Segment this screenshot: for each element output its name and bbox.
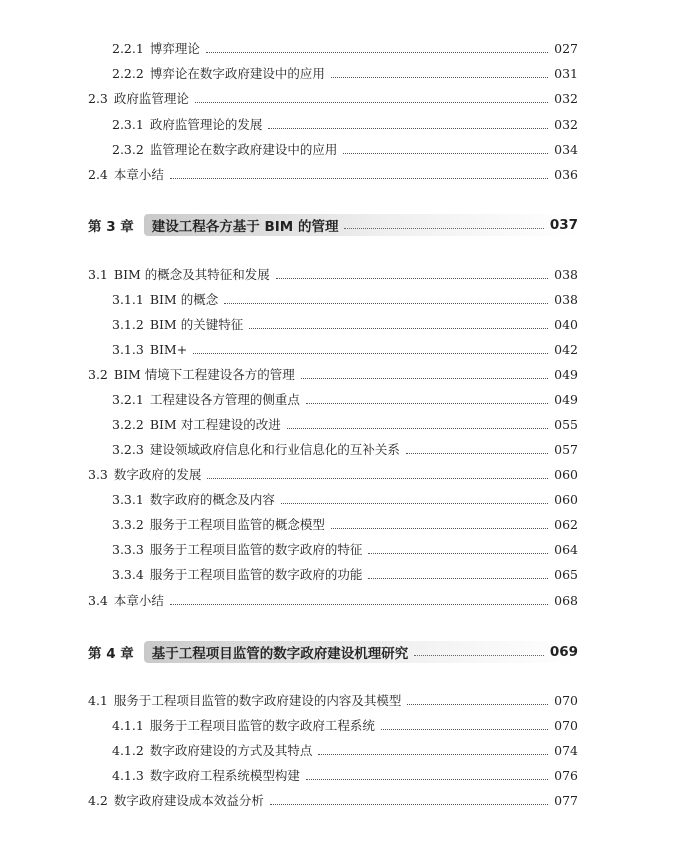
entry-page: 049 bbox=[554, 367, 578, 382]
dot-leader bbox=[276, 278, 548, 279]
entry-page: 076 bbox=[554, 768, 578, 783]
toc-entry-4-2[interactable] bbox=[88, 792, 578, 810]
entry-page: 064 bbox=[554, 542, 578, 557]
entry-number: 3.1.2 bbox=[112, 317, 144, 332]
toc-entry-3-3-2[interactable] bbox=[112, 516, 578, 534]
toc-entry-3-1-3[interactable] bbox=[112, 341, 578, 359]
dot-leader bbox=[331, 528, 548, 529]
dot-leader bbox=[414, 655, 544, 656]
entry-number: 3.2.1 bbox=[112, 392, 144, 407]
dot-leader bbox=[249, 328, 548, 329]
entry-title: 建设领域政府信息化和行业信息化的互补关系 bbox=[149, 442, 400, 457]
dot-leader bbox=[268, 128, 548, 129]
entry-page: 068 bbox=[554, 593, 578, 608]
toc-entry-3-1-1[interactable] bbox=[112, 291, 578, 309]
toc-entry-2-3-1[interactable] bbox=[112, 116, 578, 134]
entry-number: 3.3.4 bbox=[112, 567, 144, 582]
entry-title: BIM+ bbox=[149, 342, 188, 357]
entry-title: 工程建设各方管理的侧重点 bbox=[149, 392, 300, 407]
toc-entry-3-3-4[interactable] bbox=[112, 566, 578, 584]
entry-title: BIM 对工程建设的改进 bbox=[149, 417, 281, 432]
dot-leader bbox=[193, 353, 548, 354]
chapter-number: 第 3 章 bbox=[88, 219, 134, 235]
toc-entry-3-3[interactable] bbox=[88, 466, 578, 484]
entry-page: 065 bbox=[554, 567, 578, 582]
chapter-title: 建设工程各方基于 BIM 的管理 bbox=[151, 219, 339, 235]
toc-entry-3-2[interactable] bbox=[88, 366, 578, 384]
entry-title: 本章小结 bbox=[113, 167, 164, 182]
entry-title: 数字政府建设成本效益分析 bbox=[113, 793, 264, 808]
dot-leader bbox=[287, 428, 548, 429]
dot-leader bbox=[301, 378, 548, 379]
toc-entry-3-2-3[interactable] bbox=[112, 441, 578, 459]
toc-entry-3-2-1[interactable] bbox=[112, 391, 578, 409]
dot-leader bbox=[170, 604, 548, 605]
entry-title: 服务于工程项目监管的数字政府建设的内容及其模型 bbox=[113, 693, 402, 708]
entry-number: 3.3.3 bbox=[112, 542, 144, 557]
entry-page: 070 bbox=[554, 718, 578, 733]
entry-number: 2.3.2 bbox=[112, 142, 144, 157]
toc-entry-2-2-2[interactable] bbox=[112, 65, 578, 83]
entry-page: 077 bbox=[554, 793, 578, 808]
entry-title: 数字政府的发展 bbox=[113, 467, 202, 482]
chapter-title-bar bbox=[144, 214, 578, 236]
toc-entry-3-4[interactable] bbox=[88, 592, 578, 610]
entry-page: 060 bbox=[554, 492, 578, 507]
entry-number: 3.1.3 bbox=[112, 342, 144, 357]
entry-title: 数字政府的概念及内容 bbox=[149, 492, 275, 507]
entry-page: 038 bbox=[554, 267, 578, 282]
entry-number: 3.1.1 bbox=[112, 292, 144, 307]
entry-title: 数字政府工程系统模型构建 bbox=[149, 768, 300, 783]
toc-entry-3-3-1[interactable] bbox=[112, 491, 578, 509]
entry-number: 2.3.1 bbox=[112, 117, 144, 132]
dot-leader bbox=[270, 804, 548, 805]
entry-number: 3.2 bbox=[88, 367, 108, 382]
entry-title: 博弈论在数字政府建设中的应用 bbox=[149, 66, 325, 81]
toc-entry-3-1-2[interactable] bbox=[112, 316, 578, 334]
dot-leader bbox=[306, 403, 548, 404]
entry-page: 036 bbox=[554, 167, 578, 182]
entry-page: 049 bbox=[554, 392, 578, 407]
entry-title: 本章小结 bbox=[113, 593, 164, 608]
entry-title: BIM 的概念及其特征和发展 bbox=[113, 267, 270, 282]
entry-number: 4.1.1 bbox=[112, 718, 144, 733]
entry-number: 3.4 bbox=[88, 593, 108, 608]
entry-title: 数字政府建设的方式及其特点 bbox=[149, 743, 313, 758]
entry-number: 2.3 bbox=[88, 91, 108, 106]
entry-title: 服务于工程项目监管的数字政府的功能 bbox=[149, 567, 363, 582]
dot-leader bbox=[407, 704, 548, 705]
chapter-4-heading[interactable] bbox=[88, 641, 578, 663]
entry-page: 062 bbox=[554, 517, 578, 532]
entry-title: 监管理论在数字政府建设中的应用 bbox=[149, 142, 338, 157]
toc-entry-4-1-1[interactable] bbox=[112, 717, 578, 735]
entry-title: BIM 情境下工程建设各方的管理 bbox=[113, 367, 295, 382]
dot-leader bbox=[406, 453, 548, 454]
entry-title: 博弈理论 bbox=[149, 41, 200, 56]
entry-number: 3.3.1 bbox=[112, 492, 144, 507]
dot-leader bbox=[206, 52, 548, 53]
entry-number: 3.3 bbox=[88, 467, 108, 482]
entry-number: 3.1 bbox=[88, 267, 108, 282]
entry-number: 4.2 bbox=[88, 793, 108, 808]
entry-page: 040 bbox=[554, 317, 578, 332]
entry-number: 2.2.1 bbox=[112, 41, 144, 56]
chapter-page: 037 bbox=[549, 217, 578, 233]
toc-entry-3-3-3[interactable] bbox=[112, 541, 578, 559]
entry-page: 034 bbox=[554, 142, 578, 157]
entry-number: 3.3.2 bbox=[112, 517, 144, 532]
dot-leader bbox=[331, 77, 548, 78]
entry-page: 060 bbox=[554, 467, 578, 482]
dot-leader bbox=[306, 779, 548, 780]
dot-leader bbox=[344, 228, 543, 229]
entry-page: 055 bbox=[554, 417, 578, 432]
entry-page: 027 bbox=[554, 41, 578, 56]
entry-page: 042 bbox=[554, 342, 578, 357]
entry-title: 服务于工程项目监管的数字政府的特征 bbox=[149, 542, 363, 557]
entry-title: 政府监管理论的发展 bbox=[149, 117, 263, 132]
dot-leader bbox=[170, 178, 548, 179]
entry-title: BIM 的关键特征 bbox=[149, 317, 244, 332]
entry-page: 070 bbox=[554, 693, 578, 708]
entry-number: 4.1 bbox=[88, 693, 108, 708]
dot-leader bbox=[207, 478, 548, 479]
entry-page: 057 bbox=[554, 442, 578, 457]
chapter-title: 基于工程项目监管的数字政府建设机理研究 bbox=[151, 646, 409, 662]
toc-entry-4-1-3[interactable] bbox=[112, 767, 578, 785]
entry-title: BIM 的概念 bbox=[149, 292, 219, 307]
entry-title: 服务于工程项目监管的数字政府工程系统 bbox=[149, 718, 375, 733]
toc-entry-4-1-2[interactable] bbox=[112, 742, 578, 760]
toc-entry-2-3[interactable] bbox=[88, 90, 578, 108]
entry-page: 038 bbox=[554, 292, 578, 307]
dot-leader bbox=[281, 503, 548, 504]
dot-leader bbox=[224, 303, 548, 304]
dot-leader bbox=[343, 153, 548, 154]
dot-leader bbox=[368, 553, 548, 554]
toc-entry-4-1[interactable] bbox=[88, 692, 578, 710]
dot-leader bbox=[381, 729, 548, 730]
entry-number: 4.1.3 bbox=[112, 768, 144, 783]
entry-number: 2.2.2 bbox=[112, 66, 144, 81]
toc-entry-2-3-2[interactable] bbox=[112, 141, 578, 159]
entry-number: 3.2.3 bbox=[112, 442, 144, 457]
dot-leader bbox=[318, 754, 548, 755]
chapter-page: 069 bbox=[549, 644, 578, 660]
toc-entry-3-2-2[interactable] bbox=[112, 416, 578, 434]
entry-number: 4.1.2 bbox=[112, 743, 144, 758]
toc-entry-2-4[interactable] bbox=[88, 166, 578, 184]
entry-title: 服务于工程项目监管的概念模型 bbox=[149, 517, 325, 532]
entry-page: 032 bbox=[554, 117, 578, 132]
chapter-title-bar bbox=[144, 641, 578, 663]
toc-entry-3-1[interactable] bbox=[88, 266, 578, 284]
entry-number: 2.4 bbox=[88, 167, 108, 182]
toc-entry-2-2-1[interactable] bbox=[112, 40, 578, 58]
chapter-3-heading[interactable] bbox=[88, 214, 578, 236]
entry-page: 074 bbox=[554, 743, 578, 758]
entry-number: 3.2.2 bbox=[112, 417, 144, 432]
entry-page: 031 bbox=[554, 66, 578, 81]
entry-title: 政府监管理论 bbox=[113, 91, 189, 106]
entry-page: 032 bbox=[554, 91, 578, 106]
dot-leader bbox=[368, 578, 548, 579]
dot-leader bbox=[195, 102, 548, 103]
chapter-number: 第 4 章 bbox=[88, 646, 134, 662]
